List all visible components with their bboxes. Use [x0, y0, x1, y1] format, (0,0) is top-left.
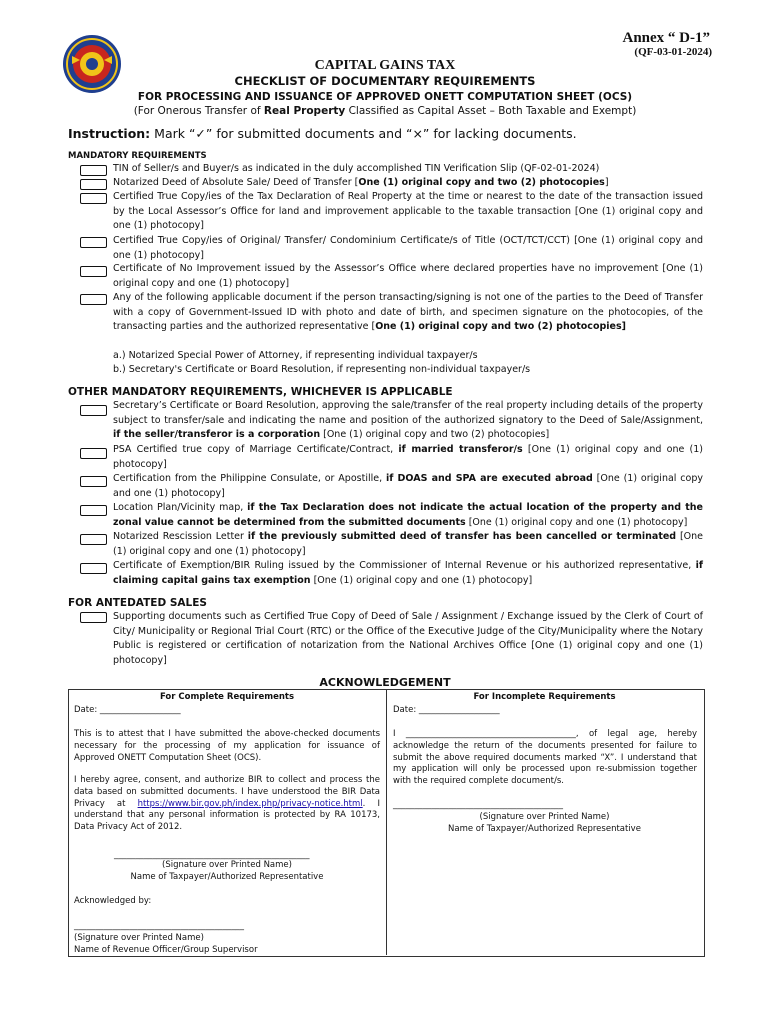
ack-left-sig-line: ______________________________________________: [114, 850, 310, 860]
sub-item: b.) Secretary's Certificate or Board Resolution, if representing non-individual taxpayer/s: [113, 364, 531, 375]
list-item: PSA Certified true copy of Marriage Certificate/Contract, if married transferor/s [One (1) original copy and one (1) photocopy]: [113, 444, 703, 470]
checkbox[interactable]: [80, 165, 107, 176]
list-item: Certified True Copy/ies of Original/ Transfer/ Condominium Certificate/s of Title (OCT/TCT/CCT) [One (1) original copy and one (1) photocopy]: [113, 235, 703, 261]
list-item: Location Plan/Vicinity map, if the Tax Declaration does not indicate the actual location of the property and the zonal value cannot be determined from the submitted documents [One (1) original copy and one (1) photocopy]: [113, 502, 703, 528]
checkbox[interactable]: [80, 612, 107, 623]
ack-by-sig-name: Name of Revenue Officer/Group Supervisor: [74, 945, 258, 955]
list-item: Any of the following applicable document if the person transacting/signing is not one of the parties to the Deed of Transfer with a copy of Government-Issued ID with photo and date of birth, and specimen signature on the photocopies, of the transacting parties and the authorized representative [One (1) original copy and two (2) photocopies]: [113, 292, 703, 332]
ack-right-sig-label: (Signature over Printed Name): [479, 812, 610, 822]
ack-left-heading: For Complete Requirements: [159, 692, 295, 702]
instruction: Instruction: Mark “✓” for submitted documents and “×” for lacking documents.: [68, 126, 577, 141]
doc-subtitle: CHECKLIST OF DOCUMENTARY REQUIREMENTS: [234, 74, 536, 88]
ack-by-sig-line: ________________________________________: [74, 921, 244, 931]
list-item: Certified True Copy/ies of the Tax Declaration of Real Property at the time or nearest to the date of the transaction issued by the Local Assessor’s Office for land and improvement applicable to the taxable transaction [One (1) original copy and one (1) photocopy]: [113, 191, 703, 231]
privacy-link[interactable]: https://www.bir.gov.ph/index.php/privacy-notice.html: [137, 798, 363, 809]
list-item: Notarized Rescission Letter if the previously submitted deed of transfer has been cancelled or terminated [One (1) original copy and one (1) photocopy]: [113, 531, 703, 557]
checkbox[interactable]: [80, 563, 107, 574]
ack-left-privacy: I hereby agree, consent, and authorize BIR to collect and process the data based on submitted documents. I have understood the BIR Data Privacy at https://www.bir.gov.ph/index.php/privacy-notice.html. I understand that any personal information is protected by RA 10173, Data Privacy Act of 2012.: [74, 775, 380, 833]
checkbox[interactable]: [80, 266, 107, 277]
checkbox[interactable]: [80, 405, 107, 416]
ack-right-sig-line: ________________________________________: [393, 800, 563, 810]
ack-by-label: Acknowledged by:: [74, 896, 152, 906]
antedated-heading: FOR ANTEDATED SALES: [68, 597, 207, 609]
ack-right-heading: For Incomplete Requirements: [473, 692, 616, 702]
checkbox[interactable]: [80, 237, 107, 248]
checkbox[interactable]: [80, 534, 107, 545]
list-item: Secretary’s Certificate or Board Resolution, approving the sale/transfer of the real property including details of the property subject to transfer/sale and indicating the name and position of the authorized signatory to the Deed of Sale/Assignment, if the seller/transferor is a corporation [One (1) original copy and two (2) photocopies]: [113, 400, 703, 440]
form-number: (QF-03-01-2024): [634, 46, 712, 58]
ack-title: ACKNOWLEDGEMENT: [319, 676, 451, 689]
checkbox[interactable]: [80, 179, 107, 190]
ack-right-sig-name: Name of Taxpayer/Authorized Representative: [448, 824, 641, 834]
ack-right-return-text: I ________________________________________, of legal age, hereby acknowledge the return of the documents presented for failure to submit the above required documents marked “X”. I understand that my application will only be processed upon re-submission together with the required complete document/s.: [393, 729, 697, 787]
ack-left-attest: This is to attest that I have submitted the above-checked documents necessary for the processing of my application for issuance of Approved ONETT Computation Sheet (OCS).: [74, 729, 380, 763]
list-item: Notarized Deed of Absolute Sale/ Deed of Transfer [One (1) original copy and two (2) photocopies]: [113, 177, 609, 188]
ack-left-date[interactable]: Date: ___________________: [74, 705, 181, 715]
doc-purpose: FOR PROCESSING AND ISSUANCE OF APPROVED ONETT COMPUTATION SHEET (OCS): [137, 91, 633, 103]
doc-title: CAPITAL GAINS TAX: [314, 58, 456, 73]
other-heading: OTHER MANDATORY REQUIREMENTS, WHICHEVER IS APPLICABLE: [68, 386, 453, 398]
list-item: Certification from the Philippine Consulate, or Apostille, if DOAS and SPA are executed abroad [One (1) original copy and one (1) photocopy]: [113, 473, 703, 499]
list-item: Supporting documents such as Certified True Copy of Deed of Sale / Assignment / Exchange issued by the Clerk of Court of City/ Municipality or Regional Trial Court (RTC) or the Office of the Executive Judge of the City/Municipality where the Notary Public is registered or certification of notarization from the National Archives Office [One (1) original copy and one (1) photocopy]: [113, 611, 703, 666]
annex-label: Annex “ D-1”: [622, 30, 710, 46]
checkbox[interactable]: [80, 193, 107, 204]
ack-left-sig-label: (Signature over Printed Name): [162, 860, 292, 870]
sub-item: a.) Notarized Special Power of Attorney, if representing individual taxpayer/s: [113, 350, 478, 361]
list-item: Certificate of No Improvement issued by the Assessor’s Office where declared properties have no improvement [One (1) original copy and one (1) photocopy]: [113, 263, 703, 289]
mandatory-heading: MANDATORY REQUIREMENTS: [68, 151, 207, 161]
checkbox[interactable]: [80, 448, 107, 459]
checkbox[interactable]: [80, 476, 107, 487]
checkbox[interactable]: [80, 294, 107, 305]
checkbox[interactable]: [80, 505, 107, 516]
doc-scope: (For Onerous Transfer of Real Property Classified as Capital Asset – Both Taxable and Exempt): [133, 105, 637, 117]
ack-right-date[interactable]: Date: ___________________: [393, 705, 500, 715]
ack-left-sig-name: Name of Taxpayer/Authorized Representative: [130, 872, 324, 882]
list-item: TIN of Seller/s and Buyer/s as indicated in the duly accomplished TIN Verification Slip (QF-02-01-2024): [113, 163, 600, 174]
ack-by-sig-label: (Signature over Printed Name): [74, 933, 204, 943]
list-item: Certificate of Exemption/BIR Ruling issued by the Commissioner of Internal Revenue or his authorized representative, if claiming capital gains tax exemption [One (1) original copy and one (1) photocopy]: [113, 560, 703, 586]
